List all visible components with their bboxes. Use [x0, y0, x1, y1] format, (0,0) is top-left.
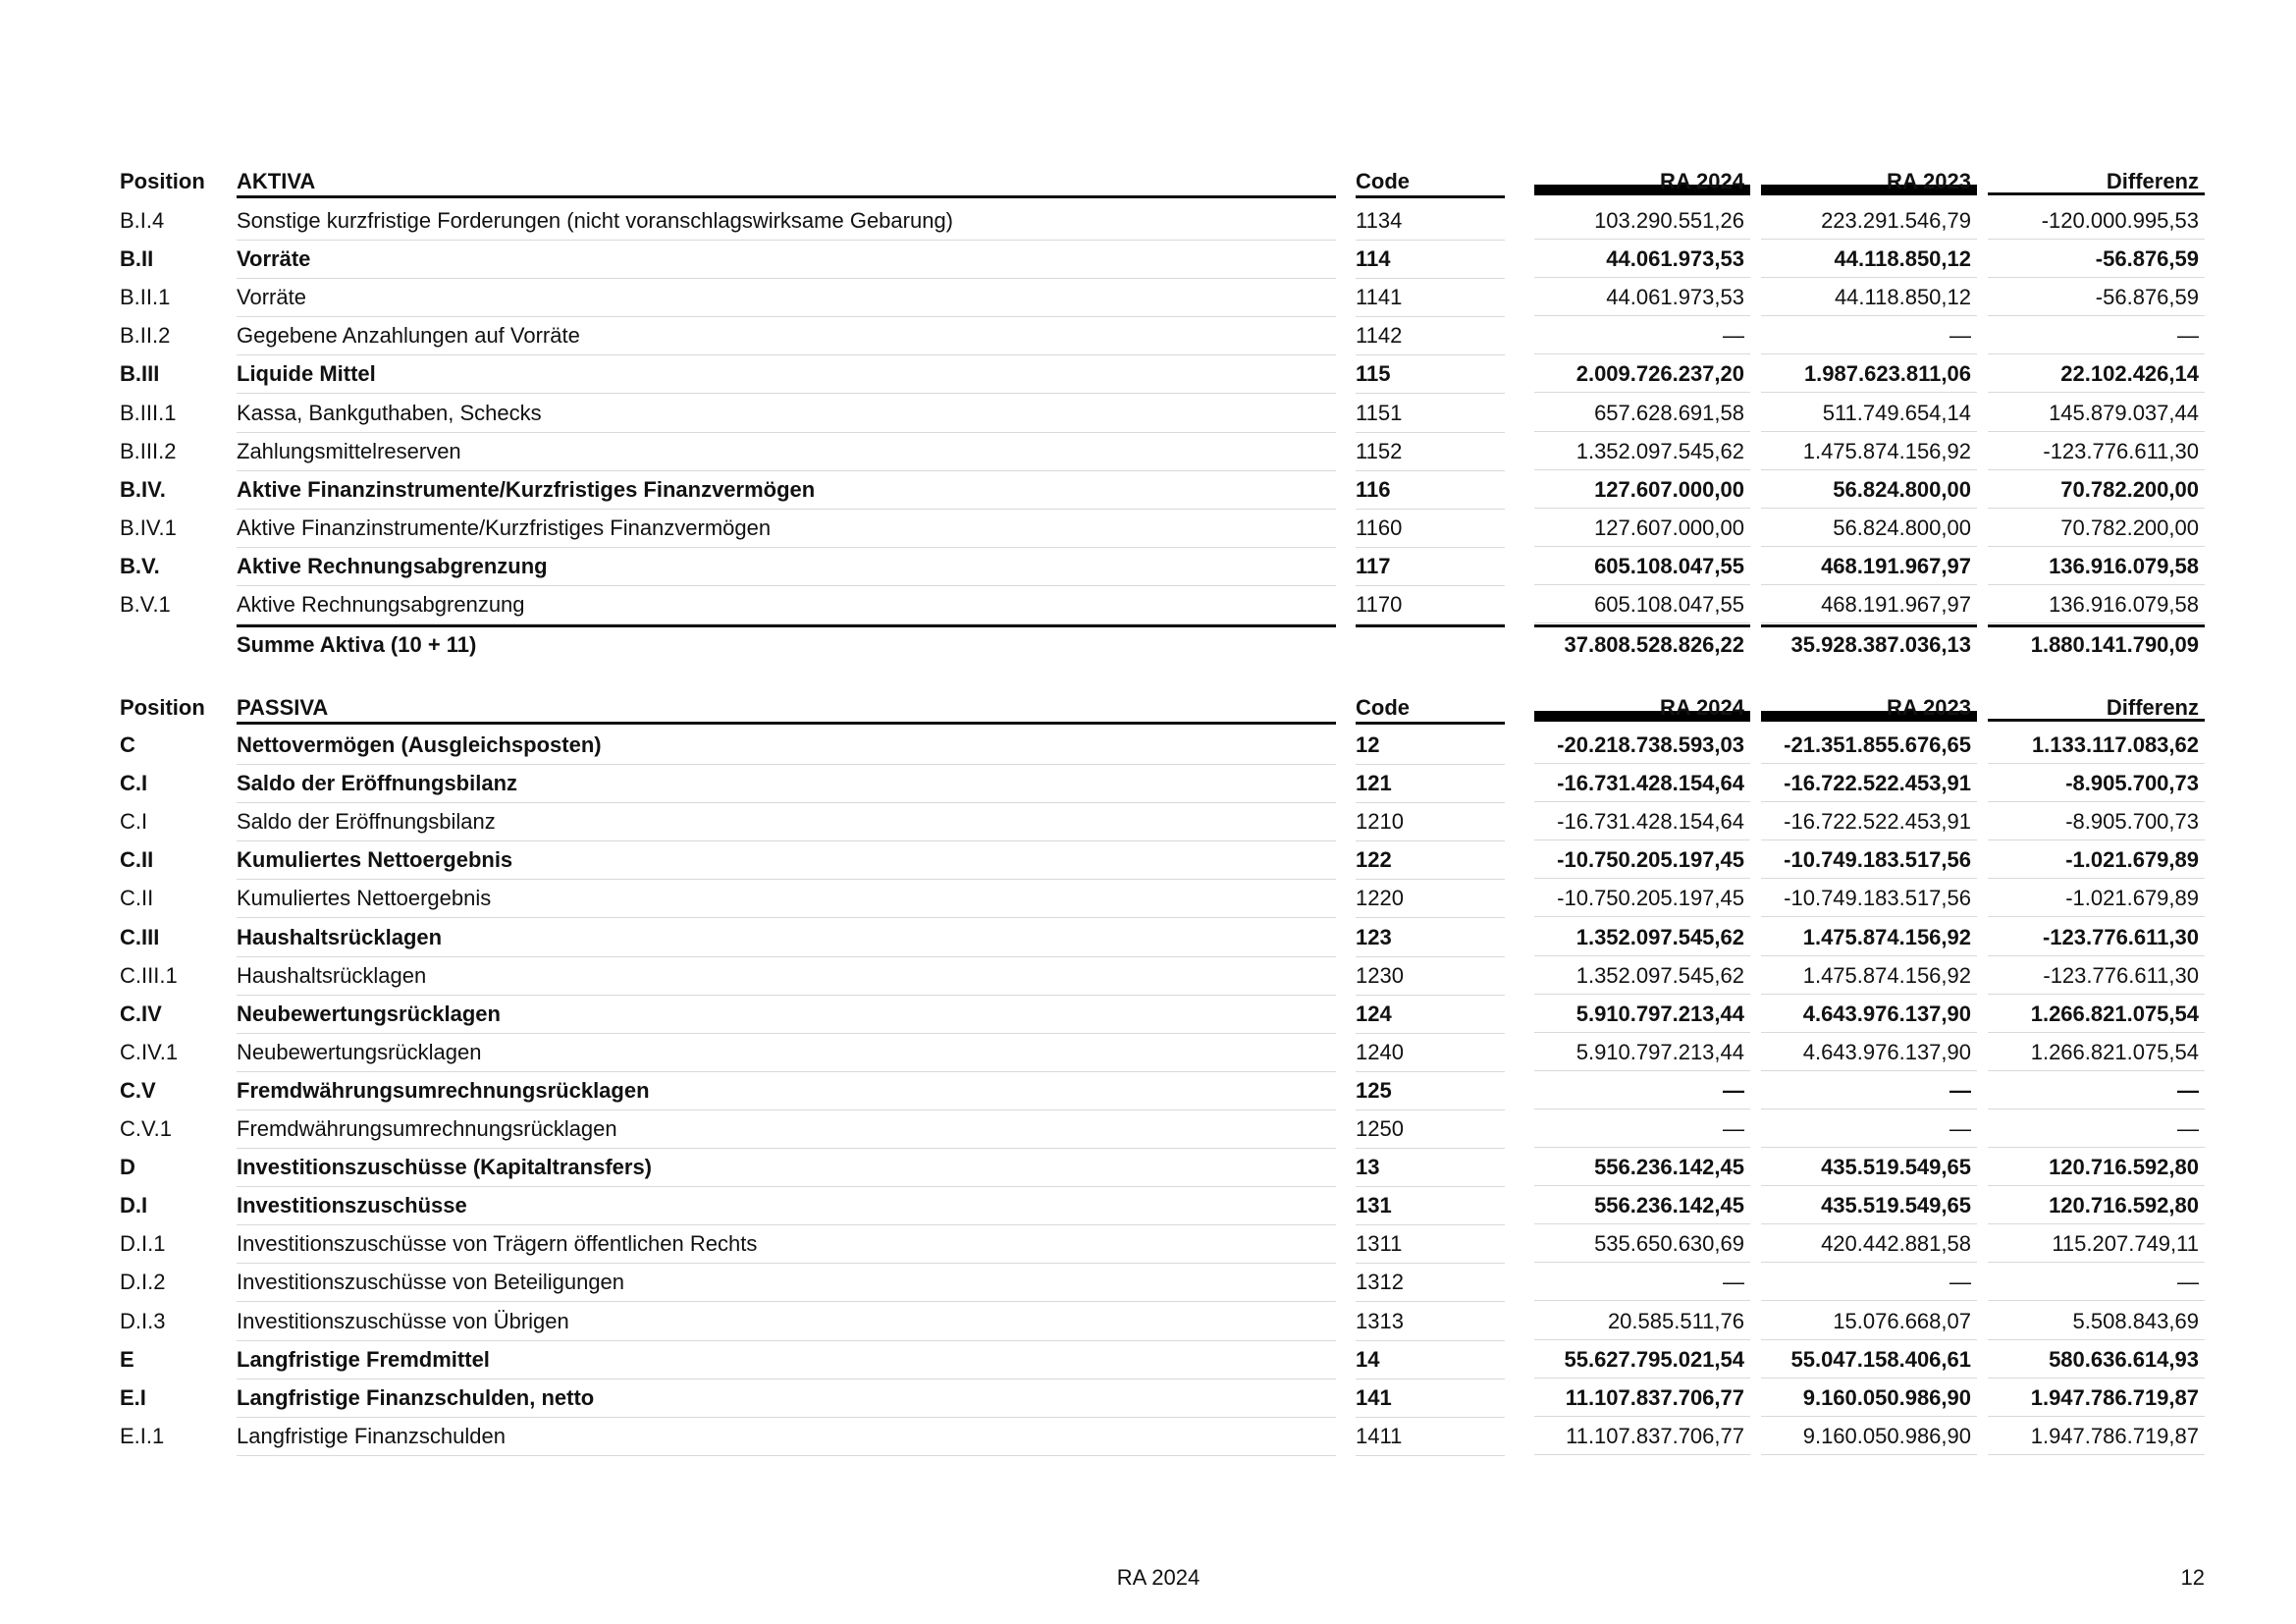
header-section-passiva: PASSIVA [237, 693, 1336, 725]
ra2023-cell: 9.160.050.986,90 [1761, 1417, 1977, 1455]
differenz-cell: -123.776.611,30 [1988, 918, 2205, 956]
description-cell: Investitionszuschüsse von Beteiligungen [237, 1263, 1336, 1302]
table-row [0, 1263, 2296, 1301]
header-position: Position [120, 169, 205, 193]
position-cell: E [120, 1346, 134, 1372]
differenz-cell: — [1988, 316, 2205, 354]
ra2024-cell: 44.061.973,53 [1534, 278, 1750, 316]
position-cell: E.I [120, 1384, 146, 1410]
position-cell: B.III.2 [120, 438, 177, 463]
aktiva-header-row [0, 167, 2296, 198]
differenz-cell: -123.776.611,30 [1988, 432, 2205, 470]
description-cell: Aktive Finanzinstrumente/Kurzfristiges Finanzvermögen [237, 509, 1336, 548]
description-cell: Langfristige Finanzschulden, netto [237, 1379, 1336, 1418]
ra2024-cell: -16.731.428.154,64 [1534, 764, 1750, 802]
header-differenz: Differenz [1988, 693, 2205, 722]
table-row [0, 726, 2296, 764]
code-cell: 1313 [1356, 1302, 1505, 1341]
code-cell: 1151 [1356, 394, 1505, 433]
differenz-cell: 1.133.117.083,62 [1988, 726, 2205, 764]
ra2023-cell: -21.351.855.676,65 [1761, 726, 1977, 764]
position-cell: C.I [120, 809, 148, 835]
ra2023-cell: 1.475.874.156,92 [1761, 956, 1977, 995]
ra2023-cell: 44.118.850,12 [1761, 240, 1977, 278]
ra2024-cell: 556.236.142,45 [1534, 1148, 1750, 1186]
sum-ra2023: 35.928.387.036,13 [1761, 624, 1977, 660]
table-row [0, 1224, 2296, 1263]
ra2023-cell: 468.191.967,97 [1761, 585, 1977, 623]
differenz-cell: -1.021.679,89 [1988, 879, 2205, 917]
description-cell: Fremdwährungsumrechnungsrücklagen [237, 1110, 1336, 1149]
position-cell: C.II [120, 847, 154, 873]
description-cell: Vorräte [237, 278, 1336, 317]
code-cell: 114 [1356, 240, 1505, 279]
position-cell: B.III [120, 361, 160, 387]
ra2023-cell: 9.160.050.986,90 [1761, 1379, 1977, 1417]
header-position: Position [120, 695, 205, 720]
position-cell: D [120, 1155, 135, 1180]
ra2023-cell: 468.191.967,97 [1761, 547, 1977, 585]
position-cell: B.II.2 [120, 323, 171, 349]
code-cell: 1220 [1356, 879, 1505, 918]
ra2024-cell: 1.352.097.545,62 [1534, 918, 1750, 956]
ra2024-cell: -10.750.205.197,45 [1534, 879, 1750, 917]
sum-ra2024: 37.808.528.826,22 [1534, 624, 1750, 660]
ra2024-cell: -16.731.428.154,64 [1534, 802, 1750, 840]
table-row [0, 240, 2296, 278]
differenz-cell: -56.876,59 [1988, 278, 2205, 316]
ra2024-cell: 127.607.000,00 [1534, 470, 1750, 509]
description-cell: Liquide Mittel [237, 354, 1336, 394]
description-cell: Aktive Rechnungsabgrenzung [237, 547, 1336, 586]
description-cell: Investitionszuschüsse [237, 1186, 1336, 1225]
table-row [0, 547, 2296, 585]
table-row [0, 1417, 2296, 1455]
description-cell: Gegebene Anzahlungen auf Vorräte [237, 316, 1336, 355]
ra2023-cell: — [1761, 1263, 1977, 1301]
header-ra2024: RA 2024 [1534, 693, 1750, 722]
ra2024-cell: 5.910.797.213,44 [1534, 1033, 1750, 1071]
description-cell: Sonstige kurzfristige Forderungen (nicht voranschlagswirksame Gebarung) [237, 201, 1336, 241]
table-row [0, 918, 2296, 956]
position-cell: C.V [120, 1077, 156, 1103]
ra2024-cell: -20.218.738.593,03 [1534, 726, 1750, 764]
table-row [0, 470, 2296, 509]
header-code: Code [1356, 693, 1505, 725]
ra2023-cell: 55.047.158.406,61 [1761, 1340, 1977, 1379]
ra2023-cell: 1.475.874.156,92 [1761, 432, 1977, 470]
sum-code [1356, 624, 1505, 663]
code-cell: 1170 [1356, 585, 1505, 624]
ra2023-cell: 4.643.976.137,90 [1761, 995, 1977, 1033]
ra2023-cell: 511.749.654,14 [1761, 394, 1977, 432]
table-row [0, 509, 2296, 547]
table-row [0, 995, 2296, 1033]
differenz-cell: 1.947.786.719,87 [1988, 1417, 2205, 1455]
ra2024-cell: 55.627.795.021,54 [1534, 1340, 1750, 1379]
differenz-cell: 580.636.614,93 [1988, 1340, 2205, 1379]
position-cell: E.I.1 [120, 1423, 165, 1448]
description-cell: Neubewertungsrücklagen [237, 1033, 1336, 1072]
code-cell: 1141 [1356, 278, 1505, 317]
ra2024-cell: 535.650.630,69 [1534, 1224, 1750, 1263]
differenz-cell: -120.000.995,53 [1988, 201, 2205, 240]
table-row [0, 432, 2296, 470]
ra2023-cell: 420.442.881,58 [1761, 1224, 1977, 1263]
code-cell: 14 [1356, 1340, 1505, 1380]
footer-title: RA 2024 [1116, 1565, 1201, 1590]
ra2023-cell: -10.749.183.517,56 [1761, 879, 1977, 917]
description-cell: Langfristige Finanzschulden [237, 1417, 1336, 1456]
table-row [0, 840, 2296, 879]
ra2024-cell: — [1534, 1263, 1750, 1301]
differenz-cell: 145.879.037,44 [1988, 394, 2205, 432]
ra2024-cell: 556.236.142,45 [1534, 1186, 1750, 1224]
header-ra2024: RA 2024 [1534, 167, 1750, 195]
ra2024-cell: 605.108.047,55 [1534, 547, 1750, 585]
code-cell: 117 [1356, 547, 1505, 586]
differenz-cell: 70.782.200,00 [1988, 470, 2205, 509]
ra2023-cell: 56.824.800,00 [1761, 470, 1977, 509]
position-cell: D.I.1 [120, 1231, 166, 1257]
ra2023-cell: 223.291.546,79 [1761, 201, 1977, 240]
aktiva-sum-row [0, 624, 2296, 663]
table-row [0, 1186, 2296, 1224]
ra2023-cell: 1.987.623.811,06 [1761, 354, 1977, 393]
sum-differenz: 1.880.141.790,09 [1988, 624, 2205, 660]
code-cell: 115 [1356, 354, 1505, 394]
description-cell: Investitionszuschüsse von Übrigen [237, 1302, 1336, 1341]
sum-label: Summe Aktiva (10 + 11) [237, 624, 1336, 663]
position-cell: D.I.2 [120, 1270, 166, 1295]
table-row [0, 201, 2296, 240]
header-ra2023: RA 2023 [1761, 693, 1977, 722]
table-row [0, 1071, 2296, 1110]
table-row [0, 1110, 2296, 1148]
header-section-aktiva: AKTIVA [237, 167, 1336, 198]
differenz-cell: 22.102.426,14 [1988, 354, 2205, 393]
code-cell: 12 [1356, 726, 1505, 765]
ra2023-cell: 4.643.976.137,90 [1761, 1033, 1977, 1071]
code-cell: 1142 [1356, 316, 1505, 355]
table-row [0, 278, 2296, 316]
ra2024-cell: 1.352.097.545,62 [1534, 956, 1750, 995]
ra2024-cell: 657.628.691,58 [1534, 394, 1750, 432]
differenz-cell: 120.716.592,80 [1988, 1186, 2205, 1224]
code-cell: 122 [1356, 840, 1505, 880]
code-cell: 131 [1356, 1186, 1505, 1225]
ra2023-cell: — [1761, 1071, 1977, 1110]
ra2023-cell: 15.076.668,07 [1761, 1302, 1977, 1340]
code-cell: 124 [1356, 995, 1505, 1034]
description-cell: Investitionszuschüsse (Kapitaltransfers) [237, 1148, 1336, 1187]
code-cell: 1311 [1356, 1224, 1505, 1264]
header-differenz: Differenz [1988, 167, 2205, 195]
description-cell: Kumuliertes Nettoergebnis [237, 840, 1336, 880]
ra2024-cell: — [1534, 1110, 1750, 1148]
table-row [0, 354, 2296, 393]
differenz-cell: 136.916.079,58 [1988, 547, 2205, 585]
ra2024-cell: 5.910.797.213,44 [1534, 995, 1750, 1033]
ra2023-cell: 44.118.850,12 [1761, 278, 1977, 316]
table-row [0, 585, 2296, 623]
description-cell: Saldo der Eröffnungsbilanz [237, 802, 1336, 841]
table-row [0, 394, 2296, 432]
ra2023-cell: 56.824.800,00 [1761, 509, 1977, 547]
position-cell: D.I [120, 1193, 148, 1218]
differenz-cell: 115.207.749,11 [1988, 1224, 2205, 1263]
differenz-cell: 1.266.821.075,54 [1988, 995, 2205, 1033]
position-cell: B.III.1 [120, 400, 177, 425]
table-row [0, 1340, 2296, 1379]
description-cell: Zahlungsmittelreserven [237, 432, 1336, 471]
differenz-cell: 120.716.592,80 [1988, 1148, 2205, 1186]
differenz-cell: 1.947.786.719,87 [1988, 1379, 2205, 1417]
differenz-cell: -8.905.700,73 [1988, 802, 2205, 840]
code-cell: 1210 [1356, 802, 1505, 841]
position-cell: B.II [120, 246, 154, 272]
ra2024-cell: 1.352.097.545,62 [1534, 432, 1750, 470]
ra2024-cell: — [1534, 1071, 1750, 1110]
differenz-cell: -1.021.679,89 [1988, 840, 2205, 879]
code-cell: 1160 [1356, 509, 1505, 548]
code-cell: 1134 [1356, 201, 1505, 241]
table-row [0, 1148, 2296, 1186]
ra2024-cell: 11.107.837.706,77 [1534, 1417, 1750, 1455]
ra2023-cell: -10.749.183.517,56 [1761, 840, 1977, 879]
ra2023-cell: — [1761, 316, 1977, 354]
passiva-header-row [0, 693, 2296, 725]
description-cell: Vorräte [237, 240, 1336, 279]
table-row [0, 764, 2296, 802]
ra2024-cell: -10.750.205.197,45 [1534, 840, 1750, 879]
code-cell: 13 [1356, 1148, 1505, 1187]
differenz-cell: -56.876,59 [1988, 240, 2205, 278]
position-cell: B.V.1 [120, 592, 171, 617]
code-cell: 121 [1356, 764, 1505, 803]
ra2024-cell: 44.061.973,53 [1534, 240, 1750, 278]
position-cell: C.I [120, 771, 148, 796]
table-row [0, 802, 2296, 840]
ra2024-cell: — [1534, 316, 1750, 354]
description-cell: Investitionszuschüsse von Trägern öffentlichen Rechts [237, 1224, 1336, 1264]
description-cell: Aktive Rechnungsabgrenzung [237, 585, 1336, 624]
table-row [0, 879, 2296, 917]
position-cell: C.IV.1 [120, 1039, 179, 1064]
differenz-cell: 5.508.843,69 [1988, 1302, 2205, 1340]
ra2023-cell: 435.519.549,65 [1761, 1148, 1977, 1186]
code-cell: 141 [1356, 1379, 1505, 1418]
header-ra2023: RA 2023 [1761, 167, 1977, 195]
position-cell: B.II.1 [120, 285, 171, 310]
ra2024-cell: 2.009.726.237,20 [1534, 354, 1750, 393]
description-cell: Haushaltsrücklagen [237, 918, 1336, 957]
code-cell: 1411 [1356, 1417, 1505, 1456]
table-row [0, 1379, 2296, 1417]
code-cell: 1240 [1356, 1033, 1505, 1072]
ra2024-cell: 11.107.837.706,77 [1534, 1379, 1750, 1417]
differenz-cell: -123.776.611,30 [1988, 956, 2205, 995]
ra2024-cell: 103.290.551,26 [1534, 201, 1750, 240]
ra2023-cell: 1.475.874.156,92 [1761, 918, 1977, 956]
description-cell: Haushaltsrücklagen [237, 956, 1336, 996]
ra2023-cell: -16.722.522.453,91 [1761, 802, 1977, 840]
header-code: Code [1356, 167, 1505, 198]
position-cell: C.II [120, 886, 154, 911]
differenz-cell: 1.266.821.075,54 [1988, 1033, 2205, 1071]
differenz-cell: — [1988, 1110, 2205, 1148]
ra2024-cell: 127.607.000,00 [1534, 509, 1750, 547]
position-cell: C [120, 732, 135, 757]
position-cell: B.I.4 [120, 208, 165, 233]
code-cell: 125 [1356, 1071, 1505, 1110]
code-cell: 1250 [1356, 1110, 1505, 1149]
code-cell: 1152 [1356, 432, 1505, 471]
table-row [0, 956, 2296, 995]
position-cell: B.IV. [120, 476, 166, 502]
position-cell: C.IV [120, 1001, 162, 1026]
table-row [0, 1033, 2296, 1071]
code-cell: 123 [1356, 918, 1505, 957]
position-cell: B.V. [120, 553, 160, 578]
differenz-cell: — [1988, 1071, 2205, 1110]
ra2023-cell: 435.519.549,65 [1761, 1186, 1977, 1224]
ra2024-cell: 605.108.047,55 [1534, 585, 1750, 623]
differenz-cell: -8.905.700,73 [1988, 764, 2205, 802]
description-cell: Langfristige Fremdmittel [237, 1340, 1336, 1380]
code-cell: 116 [1356, 470, 1505, 510]
description-cell: Aktive Finanzinstrumente/Kurzfristiges Finanzvermögen [237, 470, 1336, 510]
differenz-cell: 136.916.079,58 [1988, 585, 2205, 623]
position-cell: C.V.1 [120, 1116, 173, 1141]
differenz-cell: — [1988, 1263, 2205, 1301]
description-cell: Saldo der Eröffnungsbilanz [237, 764, 1336, 803]
description-cell: Neubewertungsrücklagen [237, 995, 1336, 1034]
description-cell: Fremdwährungsumrechnungsrücklagen [237, 1071, 1336, 1110]
table-row [0, 316, 2296, 354]
table-row [0, 1302, 2296, 1340]
position-cell: C.III.1 [120, 962, 178, 988]
code-cell: 1230 [1356, 956, 1505, 996]
ra2023-cell: — [1761, 1110, 1977, 1148]
description-cell: Kassa, Bankguthaben, Schecks [237, 394, 1336, 433]
position-cell: B.IV.1 [120, 514, 177, 540]
code-cell: 1312 [1356, 1263, 1505, 1302]
description-cell: Kumuliertes Nettoergebnis [237, 879, 1336, 918]
ra2024-cell: 20.585.511,76 [1534, 1302, 1750, 1340]
page-number: 12 [2180, 1565, 2205, 1590]
position-cell: D.I.3 [120, 1308, 166, 1333]
position-cell: C.III [120, 924, 160, 949]
description-cell: Nettovermögen (Ausgleichsposten) [237, 726, 1336, 765]
differenz-cell: 70.782.200,00 [1988, 509, 2205, 547]
ra2023-cell: -16.722.522.453,91 [1761, 764, 1977, 802]
